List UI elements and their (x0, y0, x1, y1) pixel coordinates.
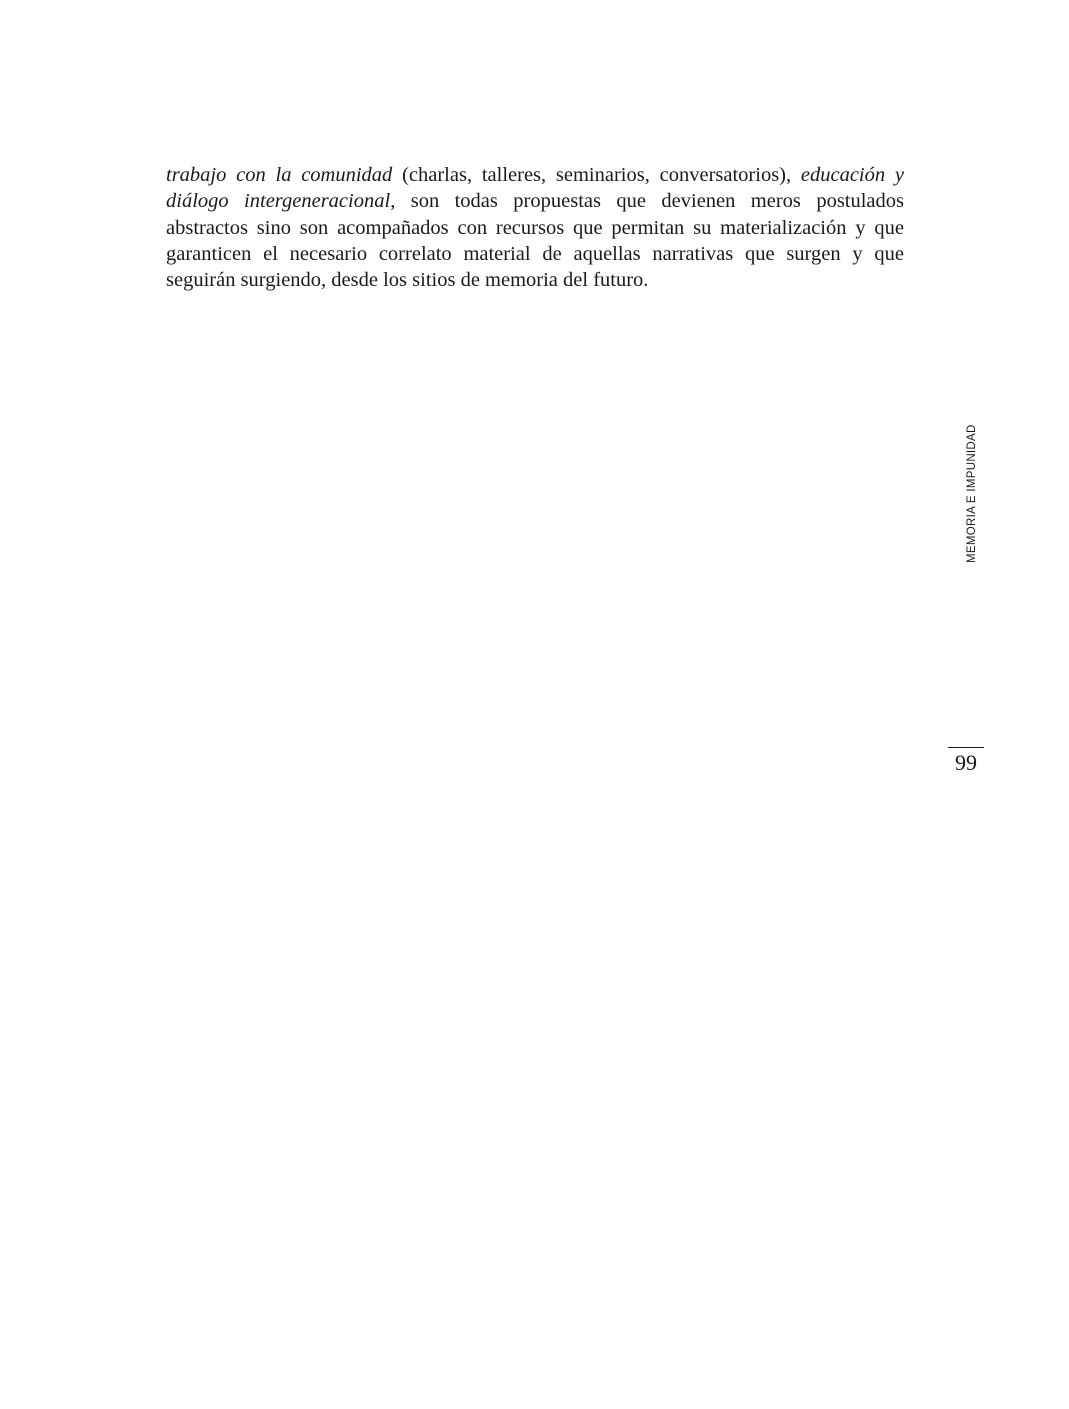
page-number: 99 (955, 750, 977, 775)
italic-phrase-educacion: educación y diálogo intergeneracional (166, 164, 904, 213)
running-head: MEMORIA E IMPUNIDAD (966, 424, 978, 563)
paragraph-text-segment: , son todas propuestas que devienen meros postulados abstractos sino son acompañados con recursos que permitan su materialización y que garanticen el necesario correlato material de aquellas narrativas que surgen y que seguirán surgiendo, desde los sitios de memoria del futuro. (166, 190, 905, 292)
body-paragraph (166, 162, 904, 293)
italic-phrase-trabajo: trabajo con la comunidad (166, 164, 393, 186)
page-number-rule (948, 747, 984, 748)
paragraph-text-segment: (charlas, talleres, seminarios, conversatorios), (392, 164, 801, 186)
